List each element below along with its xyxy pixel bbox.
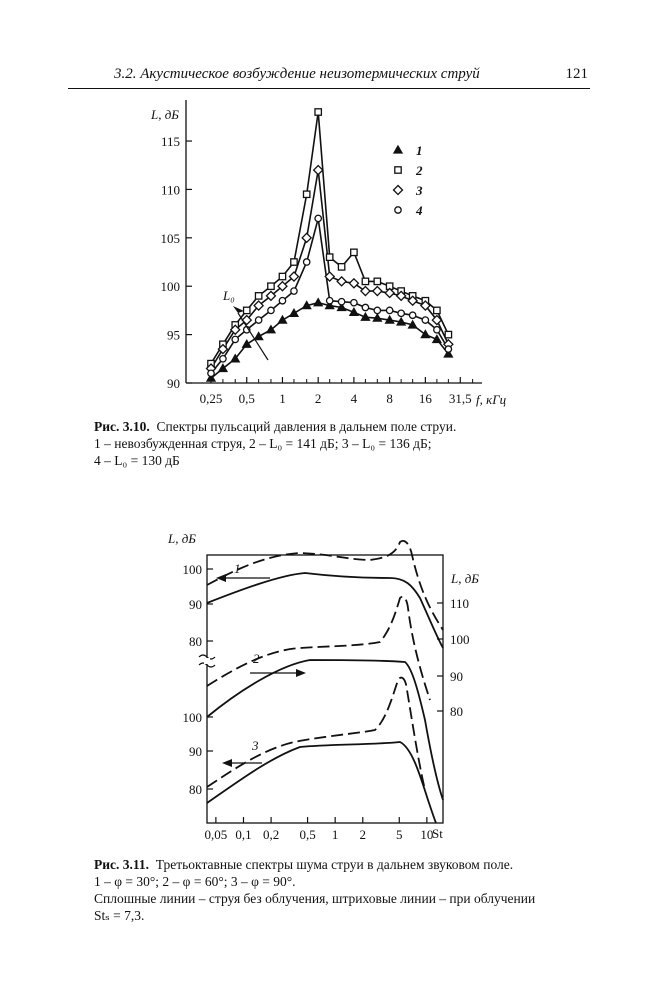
- fig1-x-tick-label: 0,25: [199, 391, 223, 406]
- fig1-series-3-point: [349, 279, 358, 288]
- fig2-y-tick-label-left: 90: [189, 744, 202, 759]
- fig1-series-4-point: [315, 215, 321, 221]
- fig1-y-tick-label: 115: [160, 134, 180, 150]
- figure-3-10-chart: [150, 100, 507, 407]
- fig1-legend-label-1: 1: [416, 143, 423, 158]
- fig1-series-4-point: [326, 298, 332, 304]
- fig1-series-2-point: [374, 278, 380, 284]
- fig1-l0-annotation: L₀: [223, 288, 235, 303]
- fig1-legend-marker-3: [394, 186, 403, 195]
- fig1-series-4-point: [291, 288, 297, 294]
- fig1-x-tick-label: 8: [386, 391, 393, 406]
- fig1-legend: [394, 143, 424, 218]
- fig1-series-2-point: [351, 249, 357, 255]
- fig2-y-tick-label-right: 90: [450, 669, 463, 684]
- fig1-series-4-point: [268, 307, 274, 313]
- fig2-y-tick-label-left: 100: [182, 710, 202, 725]
- fig1-series-1-point: [314, 299, 322, 306]
- fig1-series-2-point: [326, 254, 332, 260]
- fig2-caption-line2: 1 – φ = 30°; 2 – φ = 60°; 3 – φ = 90°.: [94, 874, 296, 889]
- fig2-y-tick-label-left: 100: [182, 562, 202, 577]
- fig1-y-tick-label: 105: [160, 230, 180, 246]
- fig2-arrow-3: [222, 759, 262, 767]
- figure-3-10-caption: [94, 418, 594, 469]
- fig1-series-4-point: [362, 304, 368, 310]
- fig1-caption-title: Спектры пульсаций давления в дальнем поле струи.: [156, 419, 457, 434]
- fig1-series-3-point: [314, 166, 323, 175]
- fig1-legend-label-4: 4: [416, 203, 423, 218]
- fig1-caption-line3: 4 – L₀ = 130 дБ: [94, 453, 180, 468]
- fig1-x-tick-label: 2: [314, 391, 322, 406]
- fig2-arrow-1: [216, 574, 270, 582]
- fig1-series-2-point: [279, 273, 285, 279]
- fig2-caption-label: Рис. 3.11.: [94, 857, 150, 872]
- fig1-legend-marker-1: [394, 146, 402, 153]
- fig2-curve-label-2: 2: [253, 651, 260, 666]
- fig1-series-1-point: [278, 316, 286, 323]
- fig1-series-2-point: [244, 307, 250, 313]
- fig1-series-3-point: [302, 233, 311, 242]
- fig1-series-1-point: [243, 340, 251, 347]
- fig1-series-2-point: [268, 283, 274, 289]
- fig1-series-4-point: [386, 307, 392, 313]
- fig1-series-4-point: [303, 259, 309, 265]
- fig2-curve-1-dashed: [207, 541, 443, 630]
- fig1-series-4-point: [279, 298, 285, 304]
- fig1-series-4-point: [232, 336, 238, 342]
- fig1-series-2-point: [291, 259, 297, 265]
- fig2-x-tick-label: 5: [396, 827, 403, 842]
- fig2-x-tick-label: 0,5: [299, 827, 316, 842]
- fig2-caption-line3: Сплошные линии – струя без облучения, штриховые линии – при облучении: [94, 891, 536, 906]
- fig2-x-tick-label: 1: [331, 827, 339, 842]
- fig1-series-3-point: [337, 277, 346, 286]
- fig1-series-2-point: [255, 293, 261, 299]
- fig1-series-2-point: [434, 307, 440, 313]
- fig1-series-3-point: [361, 287, 370, 296]
- fig1-x-tick-label: 4: [350, 391, 358, 406]
- fig2-caption-line4: Stₛ = 7,3.: [94, 908, 145, 923]
- fig2-y-axis-label-right: L, дБ: [451, 571, 479, 586]
- fig1-series-4-point: [445, 346, 451, 352]
- fig2-caption-title: Третьоктавные спектры шума струи в дальнем звуковом поле.: [155, 857, 514, 872]
- fig1-legend-marker-4: [395, 207, 401, 213]
- fig1-x-tick-label: 16: [418, 391, 432, 406]
- fig2-y-axis-label: L, дБ: [168, 531, 196, 546]
- fig1-legend-label-3: 3: [416, 183, 423, 198]
- fig1-y-tick-label: 90: [167, 376, 180, 391]
- fig1-series-2-point: [315, 109, 321, 115]
- fig1-x-tick-label: 1: [279, 391, 286, 406]
- fig2-x-tick-label: 10: [420, 827, 434, 842]
- fig1-series-4-point: [351, 299, 357, 305]
- fig2-curve-label-3: 3: [252, 738, 259, 753]
- fig1-series-4-point: [255, 317, 261, 323]
- fig1-series-2-point: [362, 278, 368, 284]
- fig1-y-axis-label: L, дБ: [151, 107, 179, 122]
- page-number: 121: [565, 66, 588, 82]
- fig1-series-1-point: [255, 333, 263, 340]
- fig2-y-tick-label-left: 80: [189, 634, 202, 649]
- header-title: 3.2. Акустическое возбуждение неизотермических струй: [114, 66, 480, 82]
- fig2-y-tick-label-right: 100: [450, 632, 470, 647]
- fig1-series-1-point: [290, 309, 298, 316]
- fig2-curve-3-dashed: [207, 678, 425, 790]
- fig1-series-2-point: [338, 264, 344, 270]
- fig1-y-tick-label: 95: [167, 327, 180, 343]
- fig2-y-tick-label-left: 90: [189, 597, 202, 612]
- fig1-y-tick-label: 110: [160, 182, 180, 198]
- fig1-series-3-line: [211, 170, 448, 368]
- fig2-y-tick-label-left: 80: [189, 782, 202, 797]
- fig2-x-axis-label: St: [432, 826, 443, 841]
- fig1-series-4-point: [422, 317, 428, 323]
- fig1-series-2-point: [445, 331, 451, 337]
- fig1-series-4-point: [338, 299, 344, 305]
- fig1-series-4-point: [220, 356, 226, 362]
- fig1-series-4-point: [208, 370, 214, 376]
- fig1-series-3-point: [373, 287, 382, 296]
- fig1-series-2-point: [303, 191, 309, 197]
- fig1-caption-line2: 1 – невозбужденная струя, 2 – L₀ = 141 дБ; 3 – L₀ = 136 дБ;: [94, 436, 432, 451]
- figure-3-11-caption: [94, 856, 614, 924]
- fig1-x-tick-label: 31,5: [448, 391, 472, 406]
- fig2-curve-label-1: 1: [234, 561, 241, 576]
- fig1-x-axis-label: f, кГц: [476, 392, 507, 407]
- figure-3-11-chart: [167, 531, 479, 842]
- fig2-x-tick-label: 0,2: [262, 827, 280, 842]
- fig2-x-tick-label: 0,05: [204, 827, 228, 842]
- fig2-curve-3-solid: [207, 742, 436, 823]
- fig1-series-4-point: [409, 312, 415, 318]
- fig1-legend-marker-2: [395, 167, 401, 173]
- fig1-y-tick-label: 100: [160, 279, 180, 295]
- fig2-x-tick-label: 2: [359, 827, 367, 842]
- fig2-y-tick-label-right: 110: [450, 596, 470, 611]
- fig1-caption-label: Рис. 3.10.: [94, 419, 150, 434]
- fig1-legend-label-2: 2: [416, 163, 423, 178]
- fig2-y-tick-label-right: 80: [450, 704, 463, 719]
- fig1-series-4-point: [434, 327, 440, 333]
- fig1-x-tick-label: 0,5: [238, 391, 255, 406]
- fig2-x-tick-label: 0,1: [235, 827, 252, 842]
- fig1-series-4-point: [374, 307, 380, 313]
- fig1-series-4-point: [398, 310, 404, 316]
